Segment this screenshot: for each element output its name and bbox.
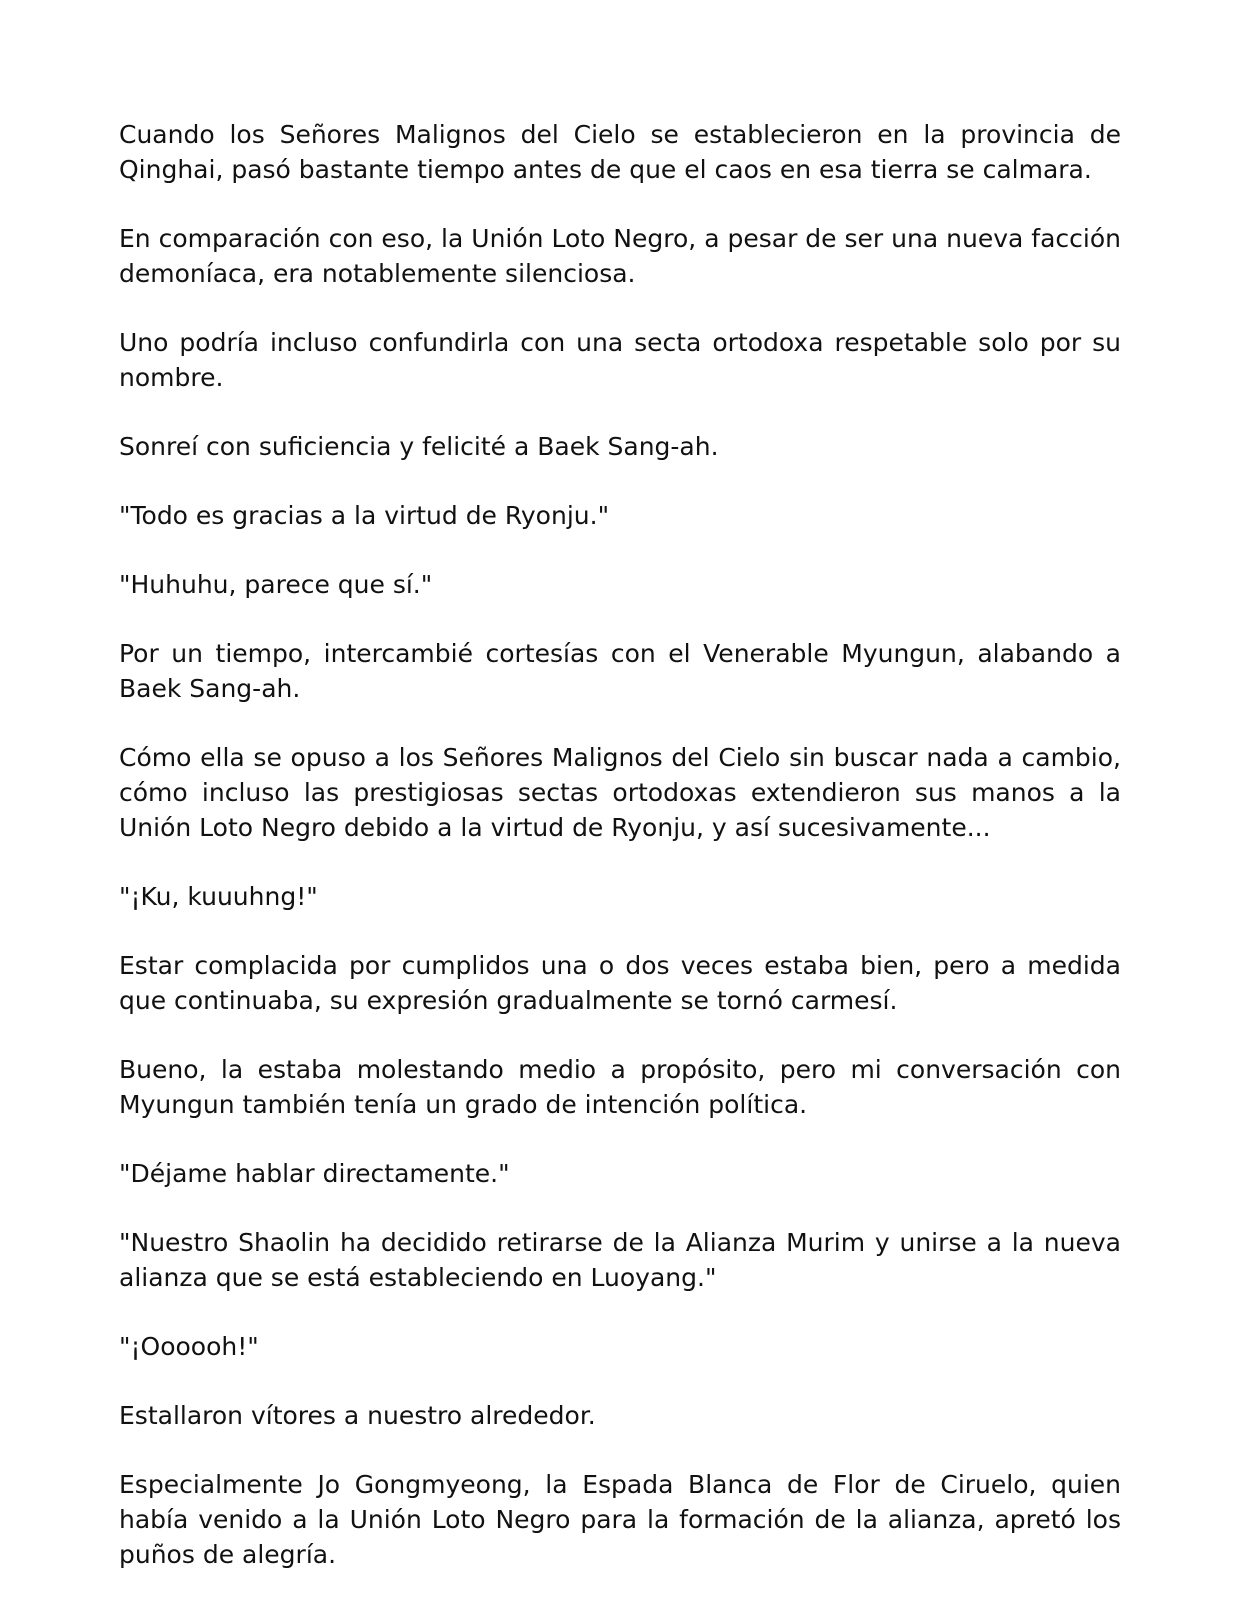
dialogue-line: "Todo es gracias a la virtud de Ryonju." (119, 501, 610, 530)
paragraph: Sonreí con suficiencia y felicité a Baek Sang-ah. (119, 432, 719, 461)
dialogue-line: "Huhuhu, parece que sí." (119, 570, 433, 599)
paragraph: Cuando los Señores Malignos del Cielo se establecieron en la provincia de Qinghai, pasó bastante tiempo antes de que el caos en esa tierra se calmara. (119, 120, 1121, 184)
document-body (119, 117, 1121, 1606)
dialogue-line: "Nuestro Shaolin ha decidido retirarse de la Alianza Murim y unirse a la nueva alianza que se está estableciendo en Luoyang." (119, 1228, 1121, 1292)
dialogue-line: "¡Ku, kuuuhng!" (119, 882, 318, 911)
paragraph: Estallaron vítores a nuestro alrededor. (119, 1401, 596, 1430)
paragraph: Bueno, la estaba molestando medio a propósito, pero mi conversación con Myungun también tenía un grado de intención política. (119, 1055, 1121, 1119)
paragraph: Por un tiempo, intercambié cortesías con el Venerable Myungun, alabando a Baek Sang-ah. (119, 639, 1121, 703)
dialogue-line: "Déjame hablar directamente." (119, 1159, 510, 1188)
paragraph: Cómo ella se opuso a los Señores Malignos del Cielo sin buscar nada a cambio, cómo incluso las prestigiosas sectas ortodoxas extendieron sus manos a la Unión Loto Negro debido a la virtud de Ryonju, y así sucesivamente... (119, 743, 1121, 842)
paragraph: Estar complacida por cumplidos una o dos veces estaba bien, pero a medida que continuaba, su expresión gradualmente se tornó carmesí. (119, 951, 1121, 1015)
paragraph: Uno podría incluso confundirla con una secta ortodoxa respetable solo por su nombre. (119, 328, 1121, 392)
paragraph: Especialmente Jo Gongmyeong, la Espada Blanca de Flor de Ciruelo, quien había venido a la Unión Loto Negro para la formación de la alianza, apretó los puños de alegría. (119, 1470, 1121, 1569)
dialogue-line: "¡Oooooh!" (119, 1332, 259, 1361)
paragraph: En comparación con eso, la Unión Loto Negro, a pesar de ser una nueva facción demoníaca, era notablemente silenciosa. (119, 224, 1121, 288)
